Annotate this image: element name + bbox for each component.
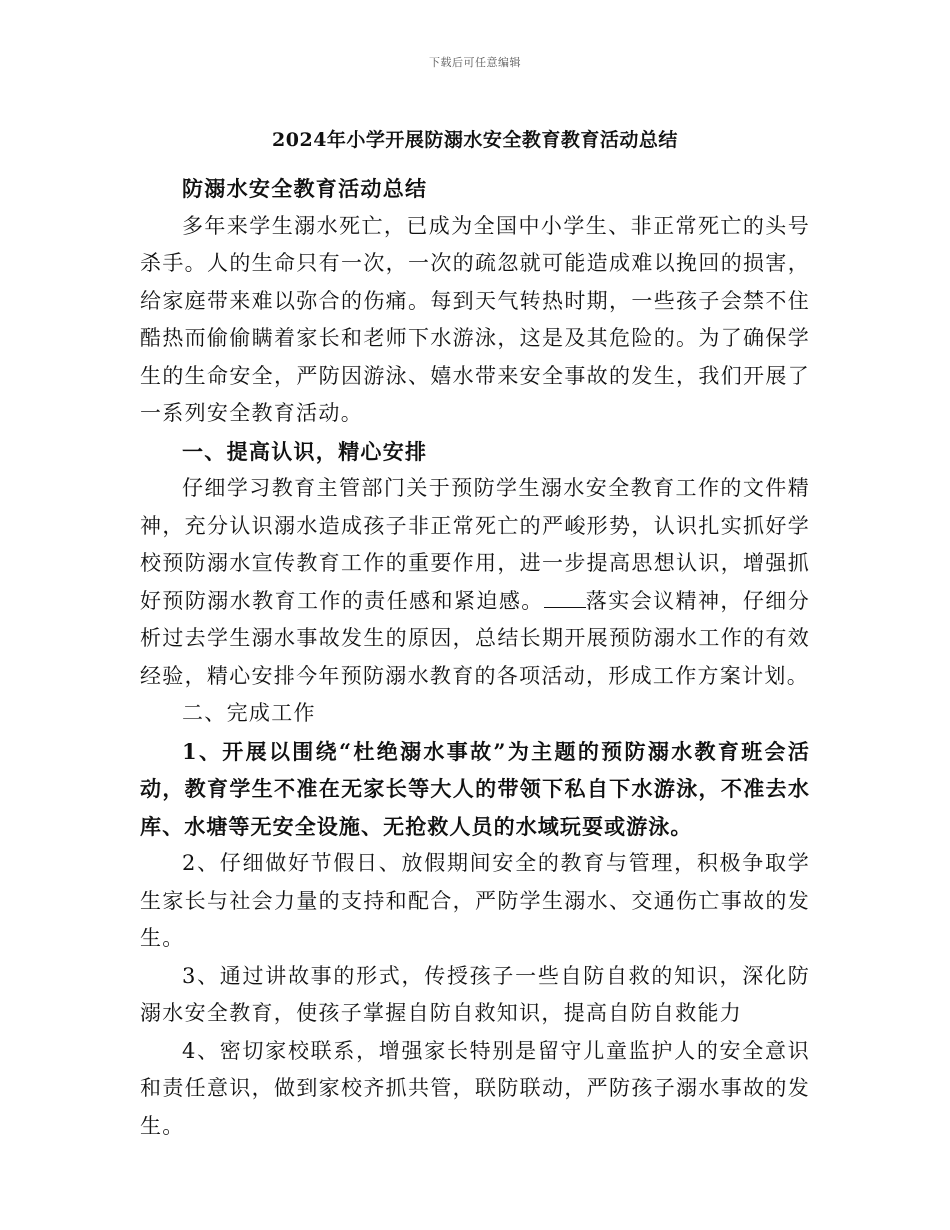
work-item-2: 2、仔细做好节假日、放假期间安全的教育与管理，积极争取学生家长与社会力量的支持和配合，严防学生溺水、交通伤亡事故的发生。	[140, 851, 810, 950]
work-item-1: 1、开展以围绕“杜绝溺水事故”为主题的预防溺水教育班会活动，教育学生不准在无家长等大人的带领下私自下水游泳，不准去水库、水塘等无安全设施、无抢救人员的水域玩耍或游泳。	[140, 738, 810, 839]
section-title: 防溺水安全教育活动总结	[182, 176, 428, 201]
work-item-4: 4、密切家校联系，增强家长特别是留守儿童监护人的安全意识和责任意识，做到家校齐抓共管，联防联动，严防孩子溺水事故的发生。	[140, 1038, 810, 1138]
document-body	[140, 170, 810, 1145]
part1-paragraph	[140, 470, 810, 695]
part2-heading: 二、完成工作	[182, 701, 316, 725]
fill-in-blank	[544, 589, 586, 608]
part1-heading: 一、提高认识，精心安排	[182, 438, 428, 464]
document-title: 2024年小学开展防溺水安全教育教育活动总结	[272, 129, 678, 151]
work-item-3: 3、通过讲故事的形式，传授孩子一些自防自救的知识，深化防溺水安全教育，使孩子掌握自防自救知识，提高自防自救能力	[140, 963, 810, 1025]
header-note: 下载后可任意编辑	[429, 56, 521, 69]
part1-text-before-blank: 仔细学习教育主管部门关于预防学生溺水安全教育工作的文件精神，充分认识溺水造成孩子非正常死亡的严峻形势，认识扎实抓好学校预防溺水宣传教育工作的重要作用，进一步提高思想认识，增强抓好预防溺水教育工作的责任感和紧迫感。	[140, 476, 810, 613]
part1-text-after-blank: 落实会议精神，仔细分析过去学生溺水事故发生的原因，总结长期开展预防溺水工作的有效经验，精心安排今年预防溺水教育的各项活动，形成工作方案计划。	[140, 588, 811, 688]
intro-paragraph: 多年来学生溺水死亡，已成为全国中小学生、非正常死亡的头号杀手。人的生命只有一次，一次的疏忽就可能造成难以挽回的损害，给家庭带来难以弥合的伤痛。每到天气转热时期，一些孩子会禁不住酷热而偷偷瞒着家长和老师下水游泳，这是及其危险的。为了确保学生的生命安全，严防因游泳、嬉水带来安全事故的发生，我们开展了一系列安全教育活动。	[140, 213, 810, 425]
